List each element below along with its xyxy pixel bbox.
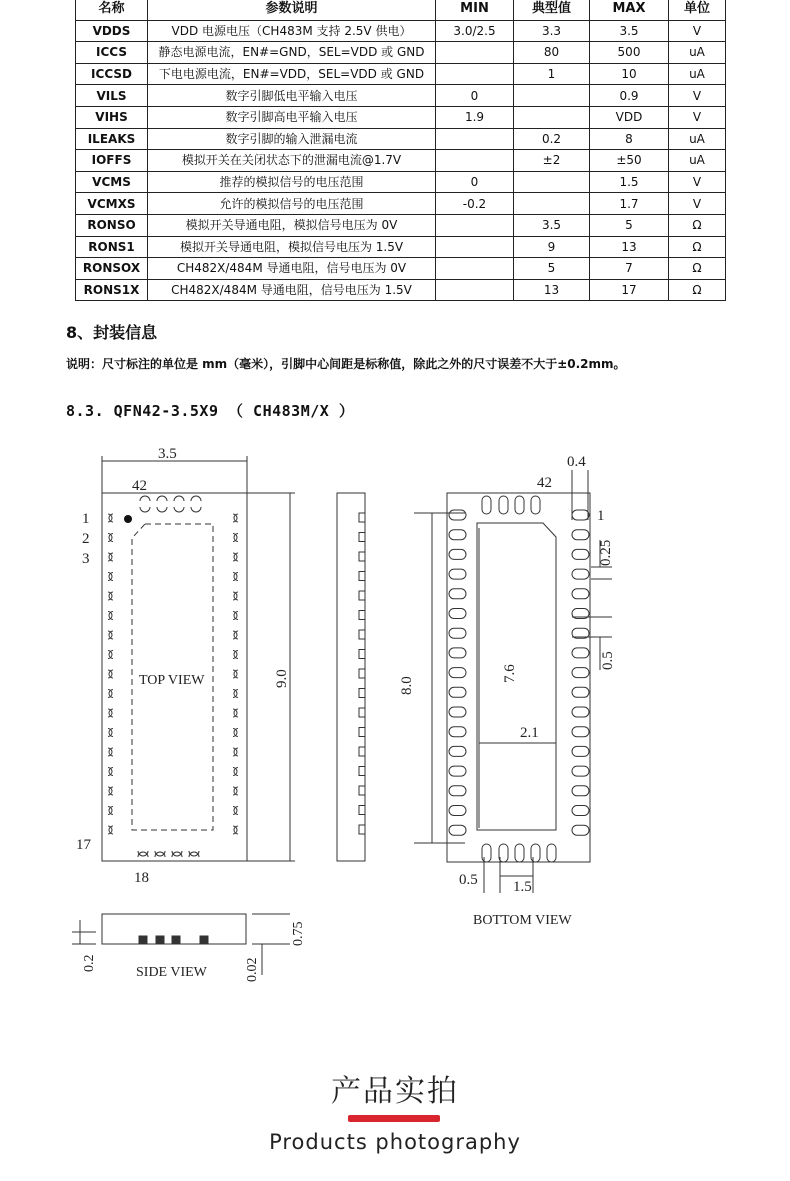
table-cell: VDDS — [76, 20, 148, 42]
table-cell: 数字引脚高电平输入电压 — [148, 106, 436, 128]
bottom-view-side-pads — [449, 510, 589, 835]
table-cell — [514, 171, 590, 193]
spec-table — [75, 0, 726, 301]
table-cell: 3.5 — [514, 214, 590, 236]
table-cell: V — [669, 193, 726, 215]
side-profile-view — [337, 493, 365, 861]
table-cell: 1.9 — [436, 106, 514, 128]
table-row — [76, 236, 726, 258]
table-cell: uA — [669, 42, 726, 64]
table-cell: 下电电源电流，EN#=VDD，SEL=VDD 或 GND — [148, 63, 436, 85]
top-pin1-label: 1 — [82, 511, 90, 527]
table-cell: VCMXS — [76, 193, 148, 215]
top-pin2-label: 2 — [82, 531, 90, 547]
section-8-title: 8、封装信息 — [66, 323, 158, 342]
top-view-top-pads — [140, 496, 201, 512]
table-cell: VCMS — [76, 171, 148, 193]
table-header-cell: MIN — [436, 0, 514, 20]
table-cell — [436, 258, 514, 280]
table-cell: 0 — [436, 171, 514, 193]
top-width-label: 3.5 — [158, 446, 177, 462]
top-height-label: 9.0 — [274, 669, 290, 688]
table-cell — [436, 150, 514, 172]
table-cell: RONS1X — [76, 279, 148, 301]
table-cell: 500 — [590, 42, 669, 64]
table-cell — [514, 106, 590, 128]
table-cell: ICCSD — [76, 63, 148, 85]
table-cell — [436, 236, 514, 258]
table-cell: 数字引脚的输入泄漏电流 — [148, 128, 436, 150]
table-row — [76, 85, 726, 107]
table-cell: CH482X/484M 导通电阻，信号电压为 1.5V — [148, 279, 436, 301]
table-cell — [514, 193, 590, 215]
table-cell: 8 — [590, 128, 669, 150]
table-cell — [436, 214, 514, 236]
top-pin17-label: 17 — [76, 837, 91, 853]
table-header-cell: 名称 — [76, 0, 148, 20]
table-cell: RONSO — [76, 214, 148, 236]
bv-pin42-label: 42 — [537, 475, 552, 491]
table-cell — [436, 42, 514, 64]
table-cell: uA — [669, 128, 726, 150]
table-row — [76, 106, 726, 128]
bv-eplen-label: 7.6 — [502, 664, 518, 683]
table-header-cell: 单位 — [669, 0, 726, 20]
bv-span-label: 8.0 — [399, 676, 415, 695]
table-cell: 3.5 — [590, 20, 669, 42]
top-pin3-label: 3 — [82, 551, 90, 567]
table-row — [76, 171, 726, 193]
table-cell: CH482X/484M 导通电阻，信号电压为 0V — [148, 258, 436, 280]
table-cell: 7 — [590, 258, 669, 280]
bv-botpitch-label: 0.5 — [459, 872, 478, 888]
section-8-3-title: 8.3. QFN42-3.5X9 （ CH483M/X ） — [66, 402, 355, 420]
table-cell: 模拟开关导通电阻，模拟信号电压为 1.5V — [148, 236, 436, 258]
sv-gap-label: 0.02 — [245, 957, 260, 982]
table-row — [76, 63, 726, 85]
table-cell: ILEAKS — [76, 128, 148, 150]
table-cell: 5 — [514, 258, 590, 280]
table-cell: 模拟开关导通电阻，模拟信号电压为 0V — [148, 214, 436, 236]
top-pin42-label: 42 — [132, 478, 147, 494]
pin1-marker-icon — [124, 515, 132, 523]
table-cell: 1 — [514, 63, 590, 85]
table-header-cell: 参数说明 — [148, 0, 436, 20]
table-cell: 静态电源电流，EN#=GND，SEL=VDD 或 GND — [148, 42, 436, 64]
top-pin18-label: 18 — [134, 870, 149, 886]
table-row — [76, 20, 726, 42]
table-cell: 推荐的模拟信号的电压范围 — [148, 171, 436, 193]
table-cell: V — [669, 85, 726, 107]
table-cell: V — [669, 20, 726, 42]
table-header-cell: 典型值 — [514, 0, 590, 20]
table-row — [76, 258, 726, 280]
table-cell — [436, 63, 514, 85]
table-cell: RONSOX — [76, 258, 148, 280]
footer-accent-bar — [348, 1115, 440, 1122]
table-row — [76, 193, 726, 215]
table-cell: -0.2 — [436, 193, 514, 215]
table-cell: 80 — [514, 42, 590, 64]
table-cell: Ω — [669, 236, 726, 258]
table-cell: VIHS — [76, 106, 148, 128]
table-cell: 数字引脚低电平输入电压 — [148, 85, 436, 107]
table-cell: 13 — [590, 236, 669, 258]
table-cell: ±50 — [590, 150, 669, 172]
table-cell: 1.5 — [590, 171, 669, 193]
table-cell — [514, 85, 590, 107]
table-cell: Ω — [669, 279, 726, 301]
top-view-bottom-pads — [138, 851, 199, 857]
table-cell: VDD 电源电压（CH483M 支持 2.5V 供电） — [148, 20, 436, 42]
footer-subtitle: Products photography — [269, 1130, 521, 1154]
table-cell: 17 — [590, 279, 669, 301]
bv-pin1-label: 1 — [597, 508, 605, 524]
sv-standoff-label: 0.2 — [82, 954, 97, 972]
table-header-cell: MAX — [590, 0, 669, 20]
table-cell: 3.3 — [514, 20, 590, 42]
bv-padw-label: 0.4 — [567, 454, 586, 470]
table-cell — [436, 128, 514, 150]
table-cell: 3.0/2.5 — [436, 20, 514, 42]
table-cell: 5 — [590, 214, 669, 236]
table-row — [76, 42, 726, 64]
table-cell: VDD — [590, 106, 669, 128]
table-cell: V — [669, 171, 726, 193]
table-cell: uA — [669, 150, 726, 172]
bv-pitch-label: 0.5 — [600, 651, 616, 670]
bottom-view-label: BOTTOM VIEW — [473, 913, 572, 928]
side-view-label: SIDE VIEW — [136, 965, 207, 980]
dimension-note: 说明：尺寸标注的单位是 mm（毫米），引脚中心间距是标称值，除此之外的尺寸误差不大于±0.2mm。 — [66, 357, 626, 371]
table-cell: ±2 — [514, 150, 590, 172]
table-cell: 0.9 — [590, 85, 669, 107]
table-body — [76, 20, 726, 301]
table-cell: 0 — [436, 85, 514, 107]
bv-epw-label: 2.1 — [520, 725, 539, 741]
top-view-label: TOP VIEW — [139, 673, 205, 688]
bottom-view-top-pads — [482, 496, 540, 514]
table-cell: 13 — [514, 279, 590, 301]
table-cell: RONS1 — [76, 236, 148, 258]
package-drawing — [0, 430, 790, 990]
table-cell: uA — [669, 63, 726, 85]
table-cell: 0.2 — [514, 128, 590, 150]
table-row — [76, 150, 726, 172]
table-cell: 模拟开关在关闭状态下的泄漏电流@1.7V — [148, 150, 436, 172]
table-row — [76, 214, 726, 236]
table-cell: V — [669, 106, 726, 128]
table-cell: VILS — [76, 85, 148, 107]
bv-padlen-label: 0.25 — [598, 539, 614, 566]
table-cell: 1.7 — [590, 193, 669, 215]
table-cell: ICCS — [76, 42, 148, 64]
table-cell — [436, 279, 514, 301]
sv-height-label: 0.75 — [291, 921, 306, 946]
table-cell: IOFFS — [76, 150, 148, 172]
table-header-row — [76, 0, 726, 20]
table-cell: 10 — [590, 63, 669, 85]
table-row — [76, 128, 726, 150]
table-row — [76, 279, 726, 301]
table-cell: Ω — [669, 258, 726, 280]
bottom-view-bottom-pads — [482, 844, 556, 862]
footer-title: 产品实拍 — [331, 1074, 459, 1109]
table-cell: 允许的模拟信号的电压范围 — [148, 193, 436, 215]
table-cell: Ω — [669, 214, 726, 236]
table-cell: 9 — [514, 236, 590, 258]
bv-botdim-label: 1.5 — [513, 879, 532, 895]
